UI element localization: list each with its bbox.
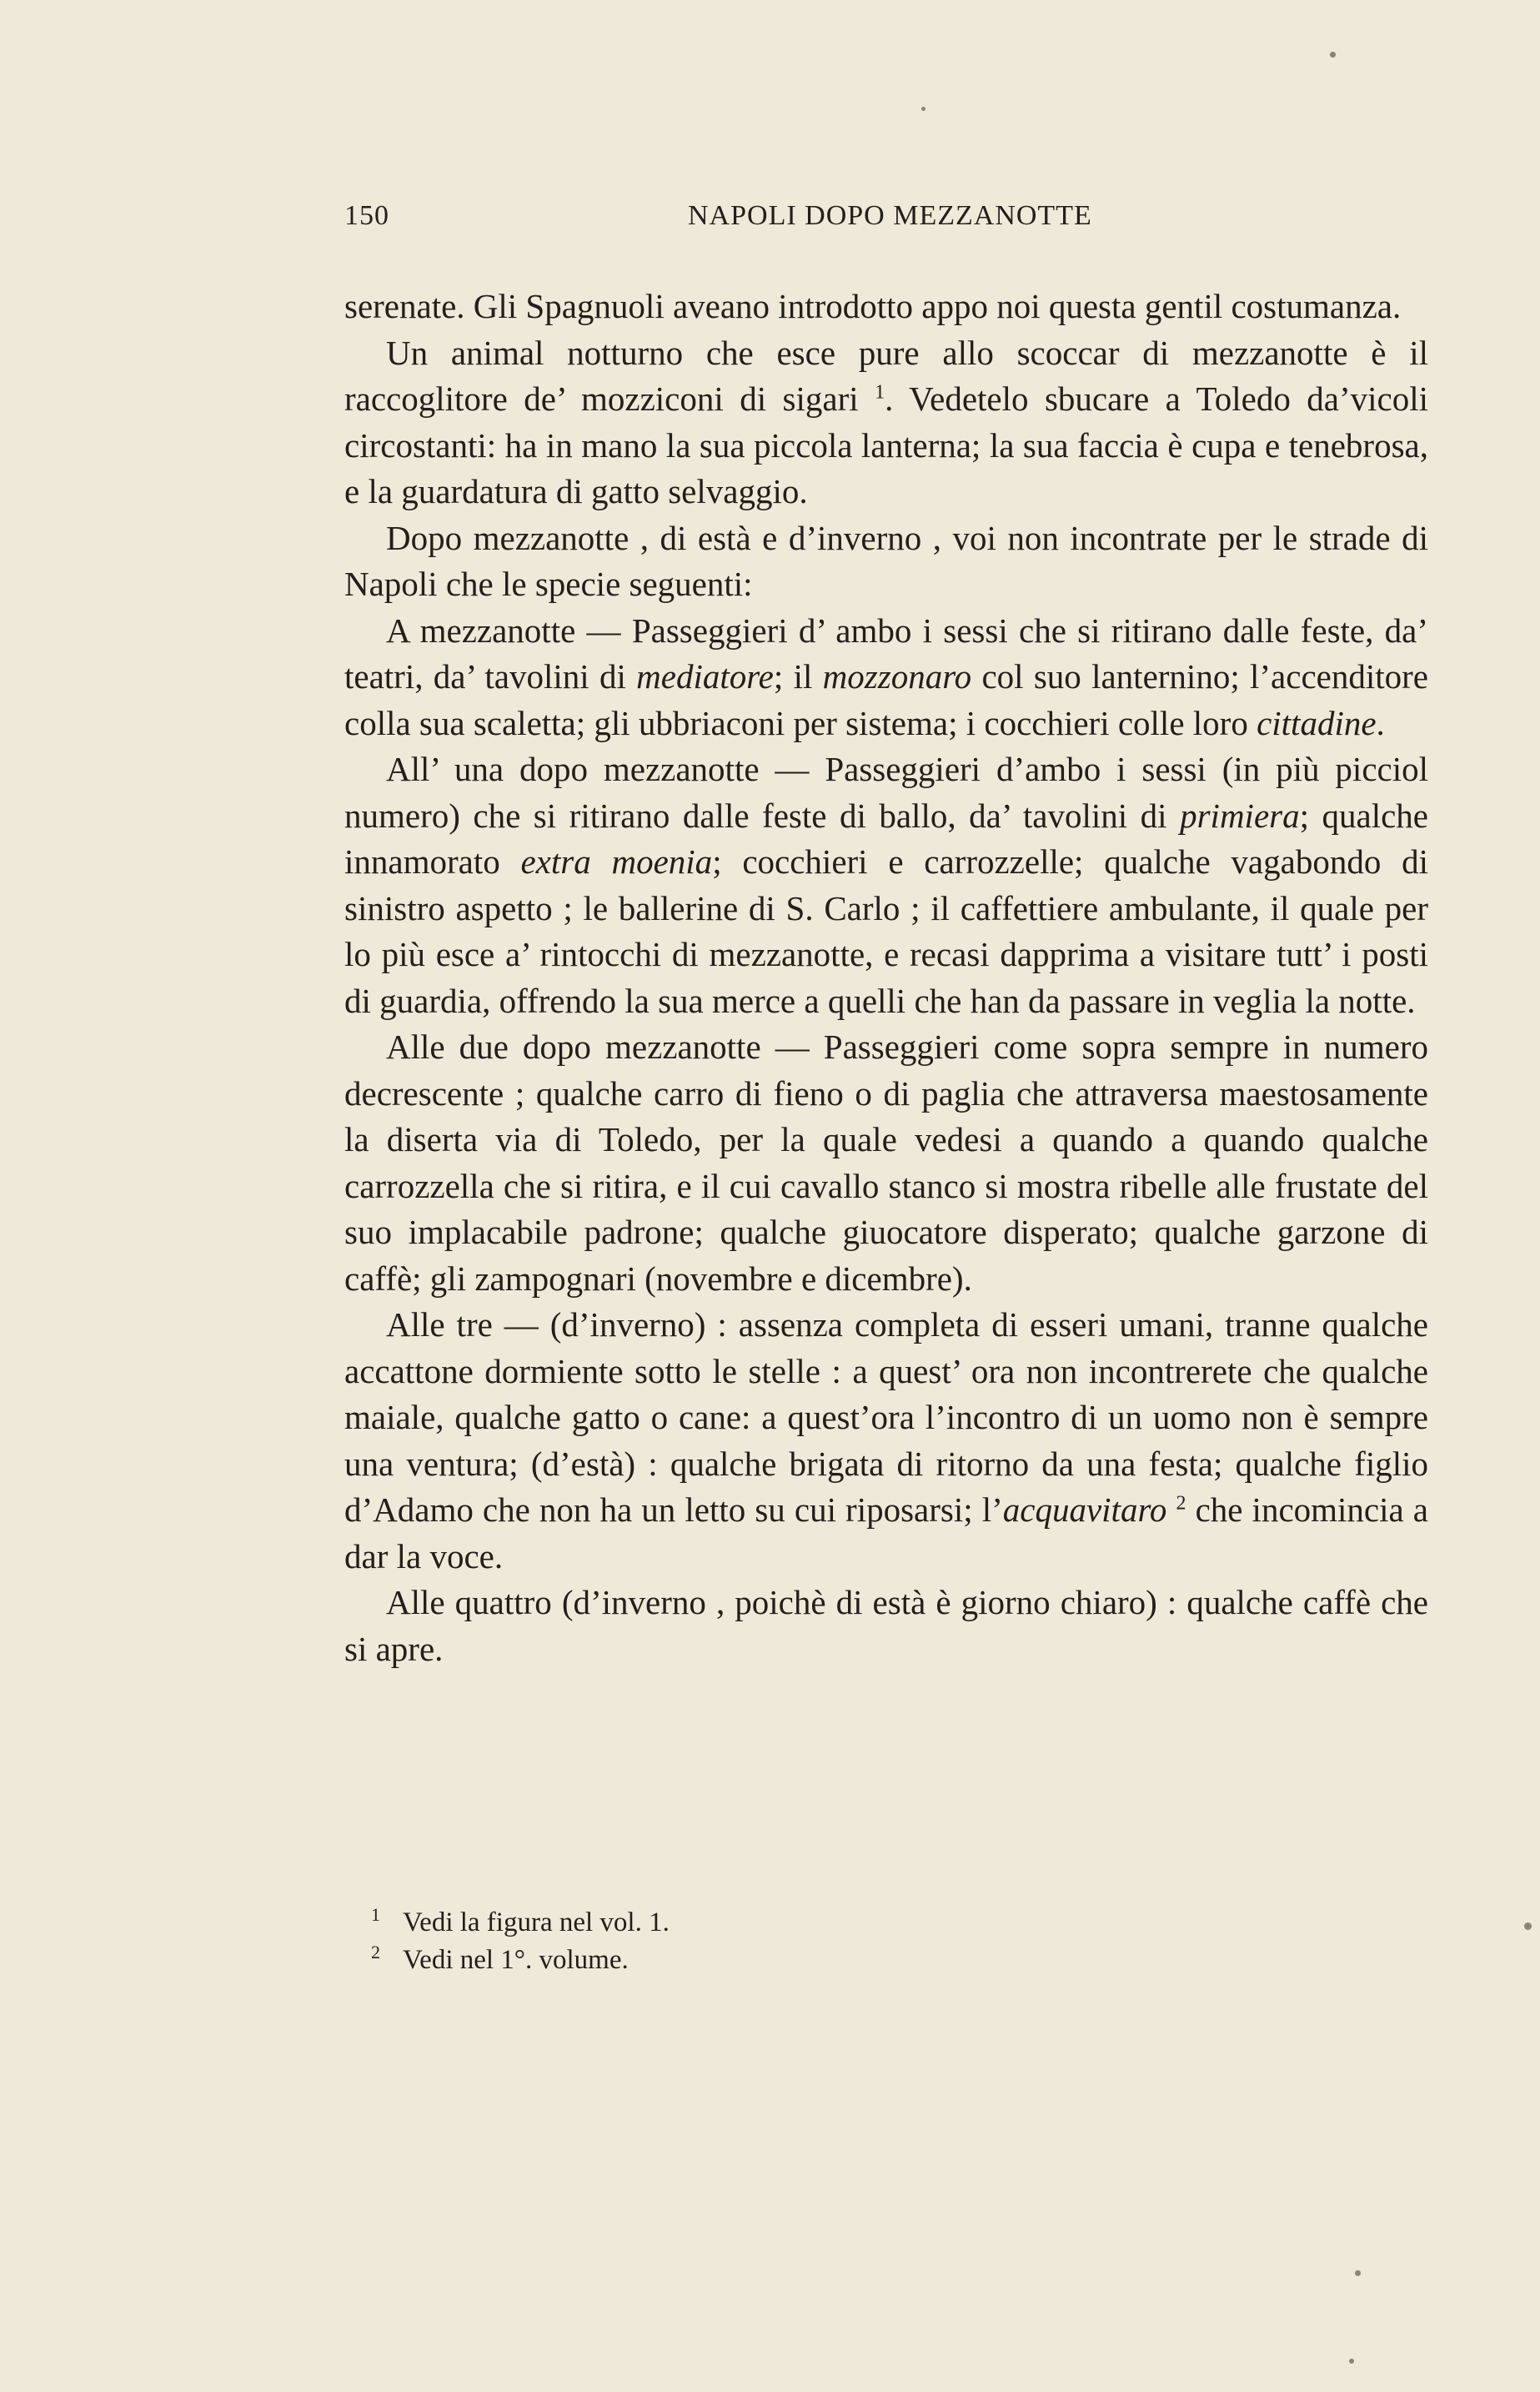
italic-term: extra moenia	[520, 842, 713, 881]
text-run: ; cocchieri e carrozzelle; qualche vagabondo di sinistro aspetto ; le ballerine di S. Carlo ; il caffettiere ambulante, il quale per lo più esce a’ rintocchi di mezzanotte, e recasi dapprima a visitare tutt’ i posti di guardia, offrendo la sua merce a quelli che han da passare in veglia la notte.	[344, 842, 1428, 1020]
text-run: ; il	[773, 657, 823, 696]
italic-term: cittadine	[1257, 703, 1377, 742]
text-run: Dopo mezzanotte , di està e d’inverno , voi non incontrate per le strade di Napoli che le specie seguenti:	[344, 518, 1428, 603]
page-number: 150	[344, 200, 389, 231]
text-run: col suo lanternino; l’accenditore colla sua scaletta; gli ubbriaconi per sistema; i cocchieri colle loro	[344, 657, 1428, 742]
footnote-1: 1 Vedi la figura nel vol. 1.	[371, 1904, 670, 1937]
paragraph-6	[344, 1024, 1428, 1302]
paragraph-7	[344, 1302, 1428, 1580]
text-run: Alle quattro (d’inverno , poichè di està è giorno chiaro) : qualche caffè che si apre.	[344, 1583, 1428, 1668]
footnote-reference: 2	[1176, 1492, 1186, 1515]
paragraph-4	[344, 608, 1428, 747]
text-run: . Vedetelo sbucare a Toledo da’vicoli circostanti: ha in mano la sua piccola lanterna; la sua faccia è cupa e tenebrosa, e la guardatura di gatto selvaggio.	[344, 379, 1428, 510]
running-title: NAPOLI DOPO MEZZANOTTE	[688, 200, 1092, 231]
footnote-2: 2 Vedi nel 1°. volume.	[371, 1942, 629, 1975]
text-run: serenate. Gli Spagnuoli aveano introdotto appo noi questa gentil costumanza.	[344, 287, 1402, 325]
paragraph-8	[344, 1580, 1428, 1672]
text-run: Un animal notturno che esce pure allo scoccar di mezzanotte è il raccoglitore de’ mozziconi di sigari	[344, 333, 1428, 418]
italic-term: acquavitaro	[1002, 1490, 1167, 1529]
text-run: che incomincia a dar la voce.	[344, 1490, 1428, 1575]
body-text	[344, 284, 1428, 1672]
text-run: .	[1376, 703, 1385, 742]
footnote-reference: 1	[875, 381, 885, 404]
paper-speck	[921, 107, 926, 111]
paragraph-5	[344, 746, 1428, 1024]
text-run: ; qualche innamorato	[344, 796, 1428, 881]
paper-speck	[1355, 2270, 1361, 2276]
text-run: A mezzanotte — Passeggieri d’ ambo i sessi che si ritirano dalle feste, da’ teatri, da’ tavolini di	[344, 611, 1428, 696]
italic-term: mozzonaro	[822, 657, 972, 696]
paper-speck	[1349, 2359, 1354, 2364]
italic-term: mediatore	[636, 657, 774, 696]
footnote-text: Vedi la figura nel vol. 1.	[403, 1907, 670, 1937]
running-head	[344, 200, 1428, 242]
footnote-text: Vedi nel 1°. volume.	[403, 1945, 629, 1975]
paragraph-2	[344, 330, 1428, 515]
text-run	[1166, 1490, 1176, 1529]
text-run: Alle due dopo mezzanotte — Passeggieri come sopra sempre in numero decrescente ; qualche carro di fieno o di paglia che attraversa maestosamente la diserta via di Toledo, per la quale vedesi a quando a quando qualche carrozzella che si ritira, e il cui cavallo stanco si mostra ribelle alle frustate del suo implacabile padrone; qualche giuocatore disperato; qualche garzone di caffè; gli zampognari (novembre e dicembre).	[344, 1028, 1428, 1298]
paragraph-3	[344, 515, 1428, 608]
footnotes	[371, 1904, 1121, 1979]
text-run: All’ una dopo mezzanotte — Passeggieri d’ambo i sessi (in più picciol numero) che si ritirano dalle feste di ballo, da’ tavolini di	[344, 750, 1428, 835]
paper-speck	[1524, 1922, 1532, 1930]
paper-speck	[1330, 52, 1336, 58]
paragraph-1	[344, 284, 1428, 330]
text-run: Alle tre — (d’inverno) : assenza completa di esseri umani, tranne qualche accattone dormiente sotto le stelle : a quest’ ora non incontrerete che qualche maiale, qualche gatto o cane: a quest’ora l’incontro di un uomo non è sempre una ventura; (d’està) : qualche brigata di ritorno da una festa; qualche figlio d’Adamo che non ha un letto su cui riposarsi; l’	[344, 1305, 1428, 1529]
italic-term: primiera	[1180, 796, 1300, 835]
